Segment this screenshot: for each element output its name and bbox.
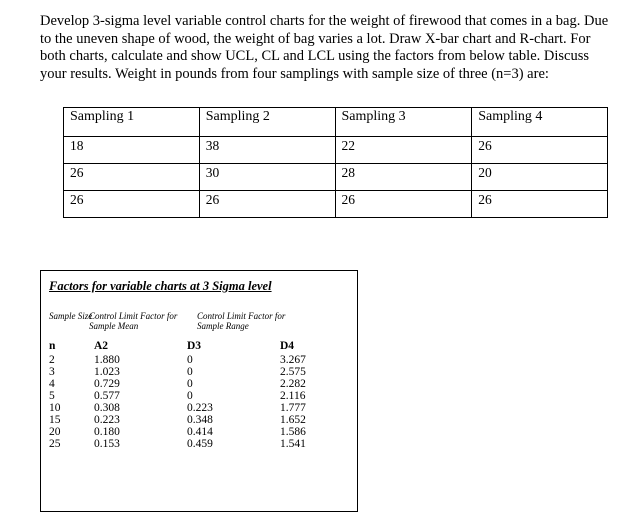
table-cell: 0.153: [94, 438, 120, 450]
table-cell: 0.348: [187, 414, 213, 426]
table-cell: 3: [49, 366, 55, 378]
samples-header-row: [64, 108, 608, 137]
table-cell: 1.541: [280, 438, 306, 450]
table-cell: 25: [49, 438, 61, 450]
table-cell: 22: [335, 137, 472, 164]
header-sampling-4: Sampling 4: [472, 108, 608, 137]
header-sampling-1: Sampling 1: [64, 108, 200, 137]
table-cell: 26: [472, 137, 608, 164]
sample-size-label: Sample Size: [49, 311, 93, 321]
table-cell: 0.729: [94, 378, 120, 390]
table-cell: 0: [187, 390, 193, 402]
samples-table: [63, 107, 608, 218]
table-cell: 10: [49, 402, 61, 414]
table-cell: 2.116: [280, 390, 306, 402]
table-row: [64, 164, 608, 191]
table-cell: 28: [335, 164, 472, 191]
table-cell: 5: [49, 390, 55, 402]
factors-table: [49, 340, 340, 450]
table-row: [64, 137, 608, 164]
table-cell: 1.652: [280, 414, 306, 426]
table-row: [49, 354, 340, 366]
header-sampling-3: Sampling 3: [335, 108, 472, 137]
table-cell: 2.575: [280, 366, 306, 378]
column-a2: A2: [94, 340, 109, 352]
table-cell: 18: [64, 137, 200, 164]
factors-header-row: [49, 340, 340, 354]
table-row: [49, 378, 340, 390]
table-cell: 0: [187, 366, 193, 378]
table-cell: 30: [199, 164, 335, 191]
table-cell: 0.414: [187, 426, 213, 438]
factors-title: Factors for variable charts at 3 Sigma level: [49, 279, 272, 293]
table-cell: 0.577: [94, 390, 120, 402]
problem-statement: Develop 3-sigma level variable control charts for the weight of firewood that comes in a bag. Due to the uneven shape of wood, the weight of bag varies a lot. Draw X-bar chart and R-chart. For both charts, calculate and show UCL, CL and LCL using the factors from below table. Discuss your results. Weight in pounds from four samplings with sample size of three (n=3) are:: [40, 13, 609, 82]
table-cell: 0.223: [94, 414, 120, 426]
header-sampling-2: Sampling 2: [199, 108, 335, 137]
table-cell: 15: [49, 414, 61, 426]
table-cell: 4: [49, 378, 55, 390]
column-n: n: [49, 340, 56, 352]
table-cell: 0.459: [187, 438, 213, 450]
table-cell: 2: [49, 354, 55, 366]
table-row: [49, 366, 340, 378]
table-cell: 0.308: [94, 402, 120, 414]
table-cell: 20: [49, 426, 61, 438]
table-cell: 1.777: [280, 402, 306, 414]
table-row: [49, 414, 340, 426]
table-cell: 2.282: [280, 378, 306, 390]
table-cell: 26: [64, 191, 200, 218]
table-cell: 26: [199, 191, 335, 218]
table-cell: 20: [472, 164, 608, 191]
table-cell: 1.880: [94, 354, 120, 366]
table-cell: 26: [64, 164, 200, 191]
table-cell: 1.023: [94, 366, 120, 378]
table-row: [64, 191, 608, 218]
column-d4: D4: [280, 340, 295, 352]
table-cell: 38: [199, 137, 335, 164]
range-factor-label: Control Limit Factor for Sample Range: [197, 311, 286, 331]
table-cell: 0: [187, 354, 193, 366]
table-row: [49, 402, 340, 414]
column-d3: D3: [187, 340, 202, 352]
factors-box: [40, 270, 358, 512]
table-cell: 3.267: [280, 354, 306, 366]
mean-factor-label: Control Limit Factor for Sample Mean: [89, 311, 178, 331]
table-cell: 26: [335, 191, 472, 218]
table-cell: 1.586: [280, 426, 306, 438]
table-cell: 26: [472, 191, 608, 218]
table-cell: 0.180: [94, 426, 120, 438]
table-row: [49, 438, 340, 450]
table-cell: 0.223: [187, 402, 213, 414]
table-cell: 0: [187, 378, 193, 390]
table-row: [49, 390, 340, 402]
table-row: [49, 426, 340, 438]
